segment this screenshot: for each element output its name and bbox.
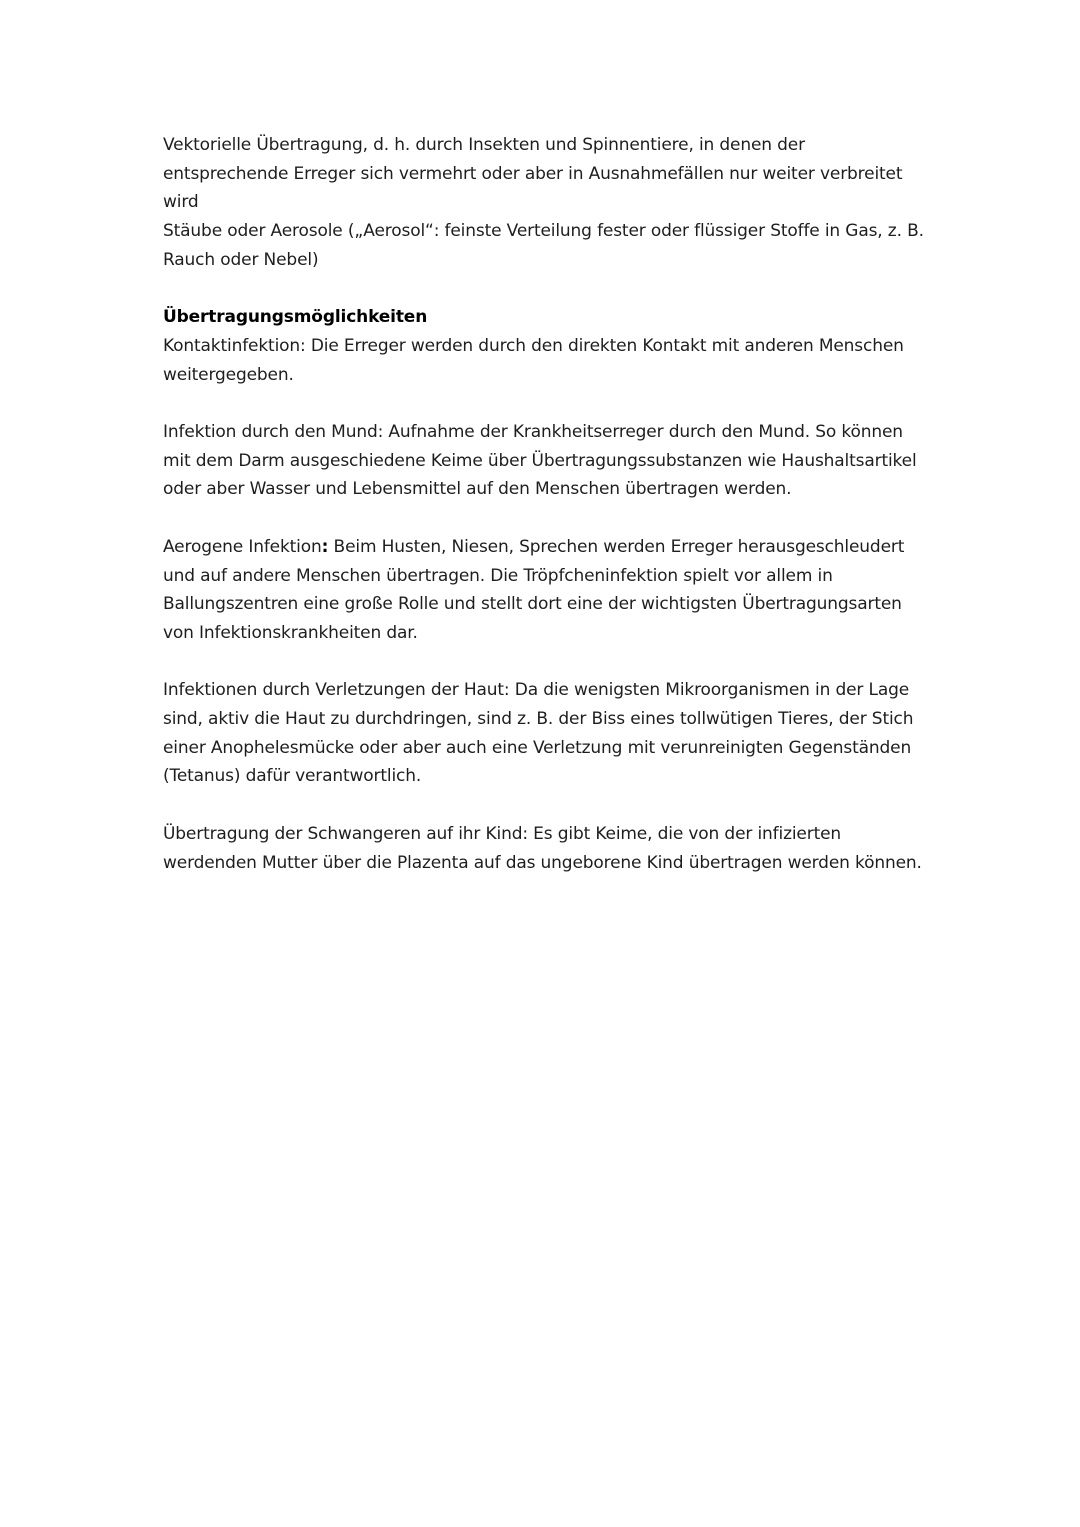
- document-page: [163, 131, 933, 877]
- skin-injury-paragraph: Infektionen durch Verletzungen der Haut: Da die wenigsten Mikroorganismen in der Lage sind, aktiv die Haut zu durchdringen, sind z. B. der Biss eines tollwütigen Tieres, der Stich einer Anophelesmücke oder aber auch eine Verletzung mit verunreinigten Gegenständen (Tetanus) dafür verantwortlich.: [163, 680, 914, 787]
- contact-infection-paragraph: Kontaktinfektion: Die Erreger werden durch den direkten Kontakt mit anderen Menschen weitergegeben.: [163, 335, 904, 385]
- pregnancy-transmission-paragraph: Übertragung der Schwangeren auf ihr Kind: Es gibt Keime, die von der infizierten werdenden Mutter über die Plazenta auf das ungeborene Kind übertragen werden können.: [163, 823, 922, 873]
- aerogenic-colon: :: [321, 536, 329, 557]
- spacer: [163, 791, 933, 820]
- aerogenic-term: Aerogene Infektion: [163, 536, 322, 557]
- aerogenic-infection-paragraph: [163, 533, 933, 648]
- spacer: [163, 648, 933, 677]
- section-heading: Übertragungsmöglichkeiten: [163, 307, 428, 328]
- aerosol-paragraph: Stäube oder Aerosole („Aerosol“: feinste Verteilung fester oder flüssiger Stoffe in Gas, z. B. Rauch oder Nebel): [163, 221, 924, 270]
- spacer: [163, 275, 933, 304]
- oral-infection-paragraph: Infektion durch den Mund: Aufnahme der Krankheitserreger durch den Mund. So können mit dem Darm ausgeschiedene Keime über Übertragungssubstanzen wie Haushaltsartikel oder aber Wasser und Lebensmittel auf den Menschen übertragen werden.: [163, 422, 917, 500]
- spacer: [163, 389, 933, 418]
- vector-transmission-paragraph: Vektorielle Übertragung, d. h. durch Insekten und Spinnentiere, in denen der entsprechende Erreger sich vermehrt oder aber in Ausnahmefällen nur weiter verbreitet wird: [163, 135, 903, 213]
- spacer: [163, 504, 933, 533]
- aerogenic-text: Beim Husten, Niesen, Sprechen werden Erreger herausgeschleudert und auf andere Menschen übertragen. Die Tröpfcheninfektion spielt vor allem in Ballungszentren eine große Rolle und stellt dort eine der wichtigsten Übertragungsarten von Infektionskrankheiten dar.: [163, 536, 905, 643]
